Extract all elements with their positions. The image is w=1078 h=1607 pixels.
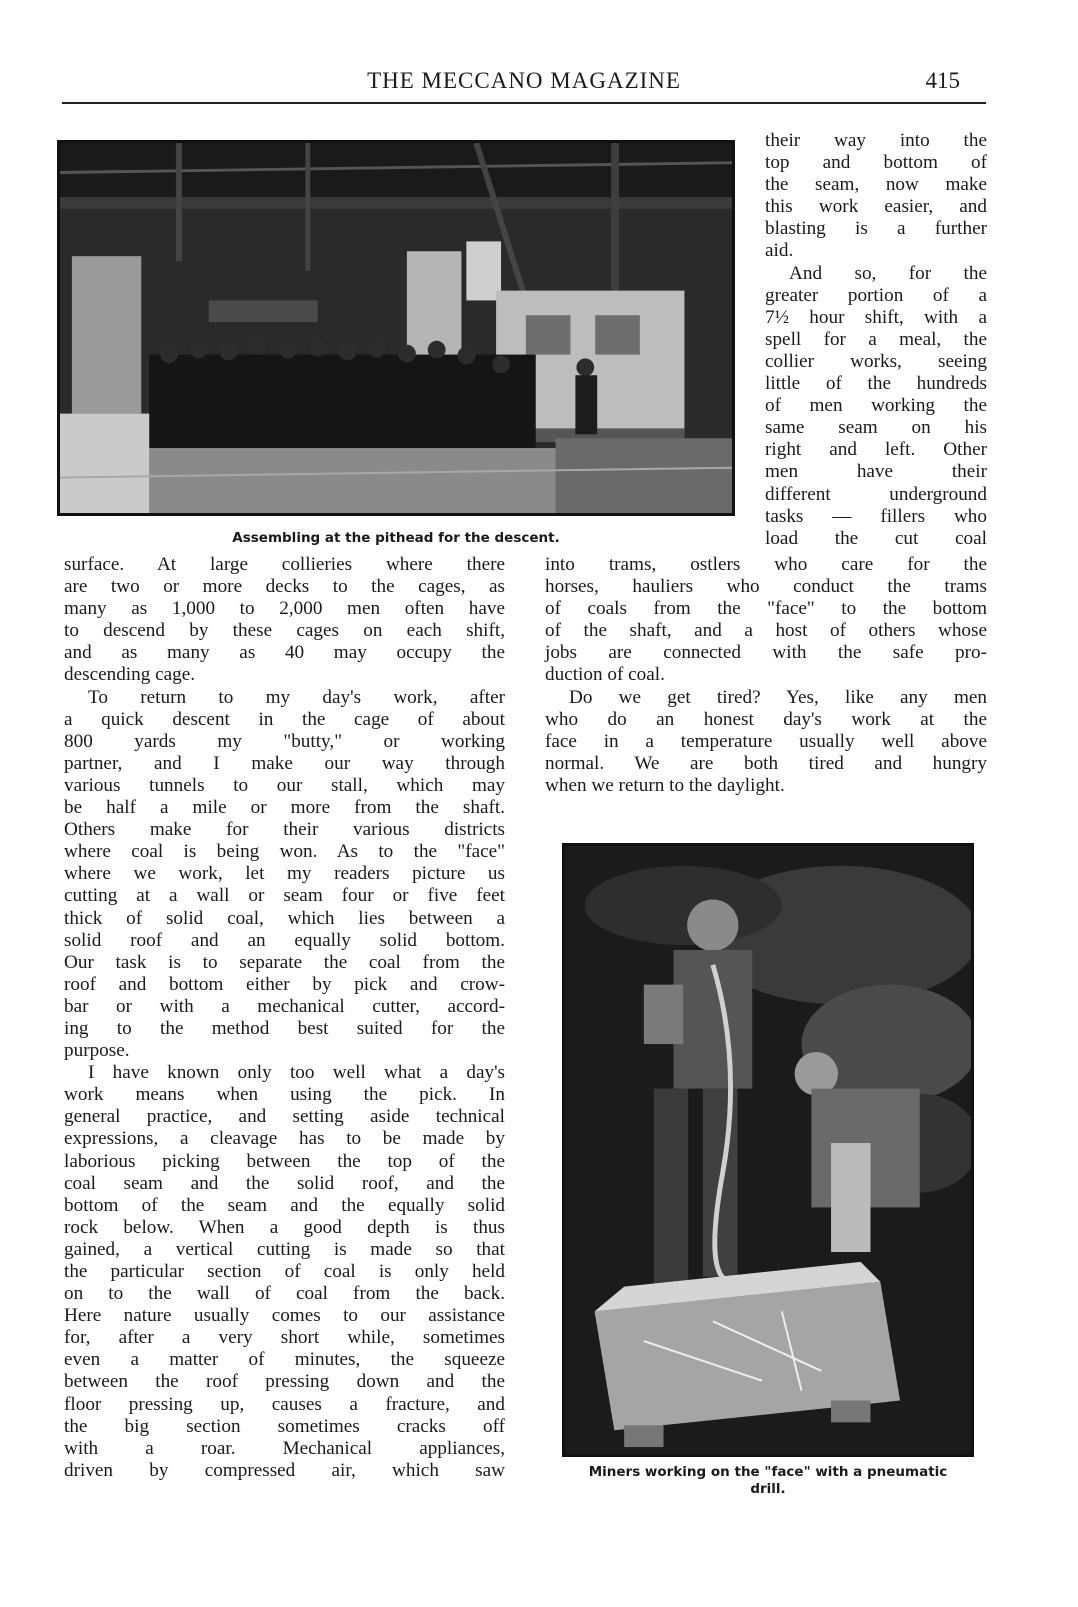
- text-line: to descend by these cages on each shift,: [64, 620, 505, 642]
- text-line: various tunnels to our stall, which may: [64, 774, 505, 796]
- pithead-photo-caption: Assembling at the pithead for the descent.: [232, 530, 560, 546]
- text-line: into trams, ostlers who care for the: [545, 554, 987, 575]
- text-line: And so, for the: [789, 262, 987, 284]
- text-line: when we return to the daylight.: [545, 774, 785, 796]
- text-line: same seam on his: [765, 417, 987, 439]
- text-line: load the cut coal: [765, 527, 987, 549]
- text-line: work means when using the pick. In: [64, 1084, 505, 1106]
- text-line: even a matter of minutes, the squeeze: [64, 1349, 505, 1371]
- text-line: the seam, now make: [765, 174, 987, 196]
- text-line: Others make for their various districts: [64, 819, 505, 841]
- text-line: who do an honest day's work at the: [545, 708, 987, 730]
- text-line: Do we get tired? Yes, like any men: [569, 686, 987, 708]
- text-line: of men working the: [765, 395, 987, 417]
- text-line: right and left. Other: [765, 439, 987, 461]
- text-line: duction of coal.: [545, 664, 665, 686]
- text-line: spell for a meal, the: [765, 328, 987, 350]
- miners-drill-caption: [548, 1464, 988, 1498]
- text-line: expressions, a cleavage has to be made by: [64, 1128, 505, 1150]
- left-column: [64, 554, 505, 1482]
- text-line: rock below. When a good depth is thus: [64, 1216, 505, 1238]
- text-line: different underground: [765, 483, 987, 505]
- text-line: cutting at a wall or seam four or five feet: [64, 885, 505, 907]
- text-line: roof and bottom either by pick and crow-: [64, 973, 505, 995]
- text-line: the big section sometimes cracks off: [64, 1415, 505, 1437]
- text-line: on to the wall of coal from the back.: [64, 1283, 505, 1305]
- text-line: ing to the method best suited for the: [64, 1017, 505, 1039]
- text-line: floor pressing up, causes a fracture, and: [64, 1393, 505, 1415]
- text-line: collier works, seeing: [765, 350, 987, 372]
- text-line: are two or more decks to the cages, as: [64, 576, 505, 598]
- running-header: [62, 66, 986, 104]
- text-line: where coal is being won. As to the "face": [64, 841, 505, 863]
- text-line: with a roar. Mechanical appliances,: [64, 1437, 505, 1459]
- text-line: 7½ hour shift, with a: [765, 306, 987, 328]
- text-line: bar or with a mechanical cutter, accord-: [64, 995, 505, 1017]
- text-line: their way into the: [765, 130, 987, 151]
- caption-line: drill.: [750, 1481, 786, 1497]
- text-line: general practice, and setting aside technical: [64, 1106, 505, 1128]
- magazine-title: THE MECCANO MAGAZINE: [367, 68, 681, 93]
- text-line: 800 yards my "butty," or working: [64, 730, 505, 752]
- text-line: surface. At large collieries where there: [64, 554, 505, 575]
- miners-drill-photo: [562, 843, 974, 1457]
- text-line: laborious picking between the top of the: [64, 1150, 505, 1172]
- text-line: tasks — fillers who: [765, 505, 987, 527]
- text-line: partner, and I make our way through: [64, 752, 505, 774]
- text-line: blasting is a further: [765, 218, 987, 240]
- pithead-photo: [57, 140, 735, 516]
- text-line: jobs are connected with the safe pro-: [545, 642, 987, 664]
- caption-line: Miners working on the "face" with a pneumatic: [588, 1464, 948, 1480]
- text-line: I have known only too well what a day's: [88, 1062, 505, 1084]
- text-line: thick of solid coal, which lies between a: [64, 907, 505, 929]
- text-line: bottom of the seam and the equally solid: [64, 1194, 505, 1216]
- text-line: be half a mile or more from the shaft.: [64, 797, 505, 819]
- text-line: normal. We are both tired and hungry: [545, 752, 987, 774]
- text-line: face in a temperature usually well above: [545, 730, 987, 752]
- text-line: between the roof pressing down and the: [64, 1371, 505, 1393]
- page-number: 415: [925, 68, 960, 93]
- text-line: aid.: [765, 240, 794, 262]
- text-line: the particular section of coal is only held: [64, 1261, 505, 1282]
- text-line: gained, a vertical cutting is made so that: [64, 1238, 505, 1260]
- text-line: where we work, let my readers picture us: [64, 863, 505, 885]
- text-line: top and bottom of: [765, 152, 987, 174]
- right-top-column: [765, 130, 987, 550]
- text-line: horses, hauliers who conduct the trams: [545, 576, 987, 598]
- text-line: this work easier, and: [765, 196, 987, 218]
- text-line: little of the hundreds: [765, 373, 987, 395]
- text-line: and as many as 40 may occupy the: [64, 642, 505, 664]
- text-line: greater portion of a: [765, 284, 987, 306]
- text-line: of the shaft, and a host of others whose: [545, 620, 987, 642]
- text-line: Here nature usually comes to our assistance: [64, 1305, 505, 1327]
- text-line: many as 1,000 to 2,000 men often have: [64, 598, 505, 620]
- text-line: descending cage.: [64, 664, 196, 686]
- text-line: solid roof and an equally solid bottom.: [64, 929, 505, 951]
- text-line: of coals from the "face" to the bottom: [545, 598, 987, 620]
- text-line: a quick descent in the cage of about: [64, 708, 505, 730]
- text-line: for, after a very short while, sometimes: [64, 1327, 505, 1349]
- right-column: [545, 554, 987, 797]
- text-line: men have their: [765, 461, 987, 483]
- text-line: driven by compressed air, which saw: [64, 1459, 505, 1481]
- text-line: Our task is to separate the coal from the: [64, 951, 505, 973]
- text-line: coal seam and the solid roof, and the: [64, 1172, 505, 1194]
- text-line: purpose.: [64, 1040, 130, 1062]
- text-line: To return to my day's work, after: [88, 686, 505, 708]
